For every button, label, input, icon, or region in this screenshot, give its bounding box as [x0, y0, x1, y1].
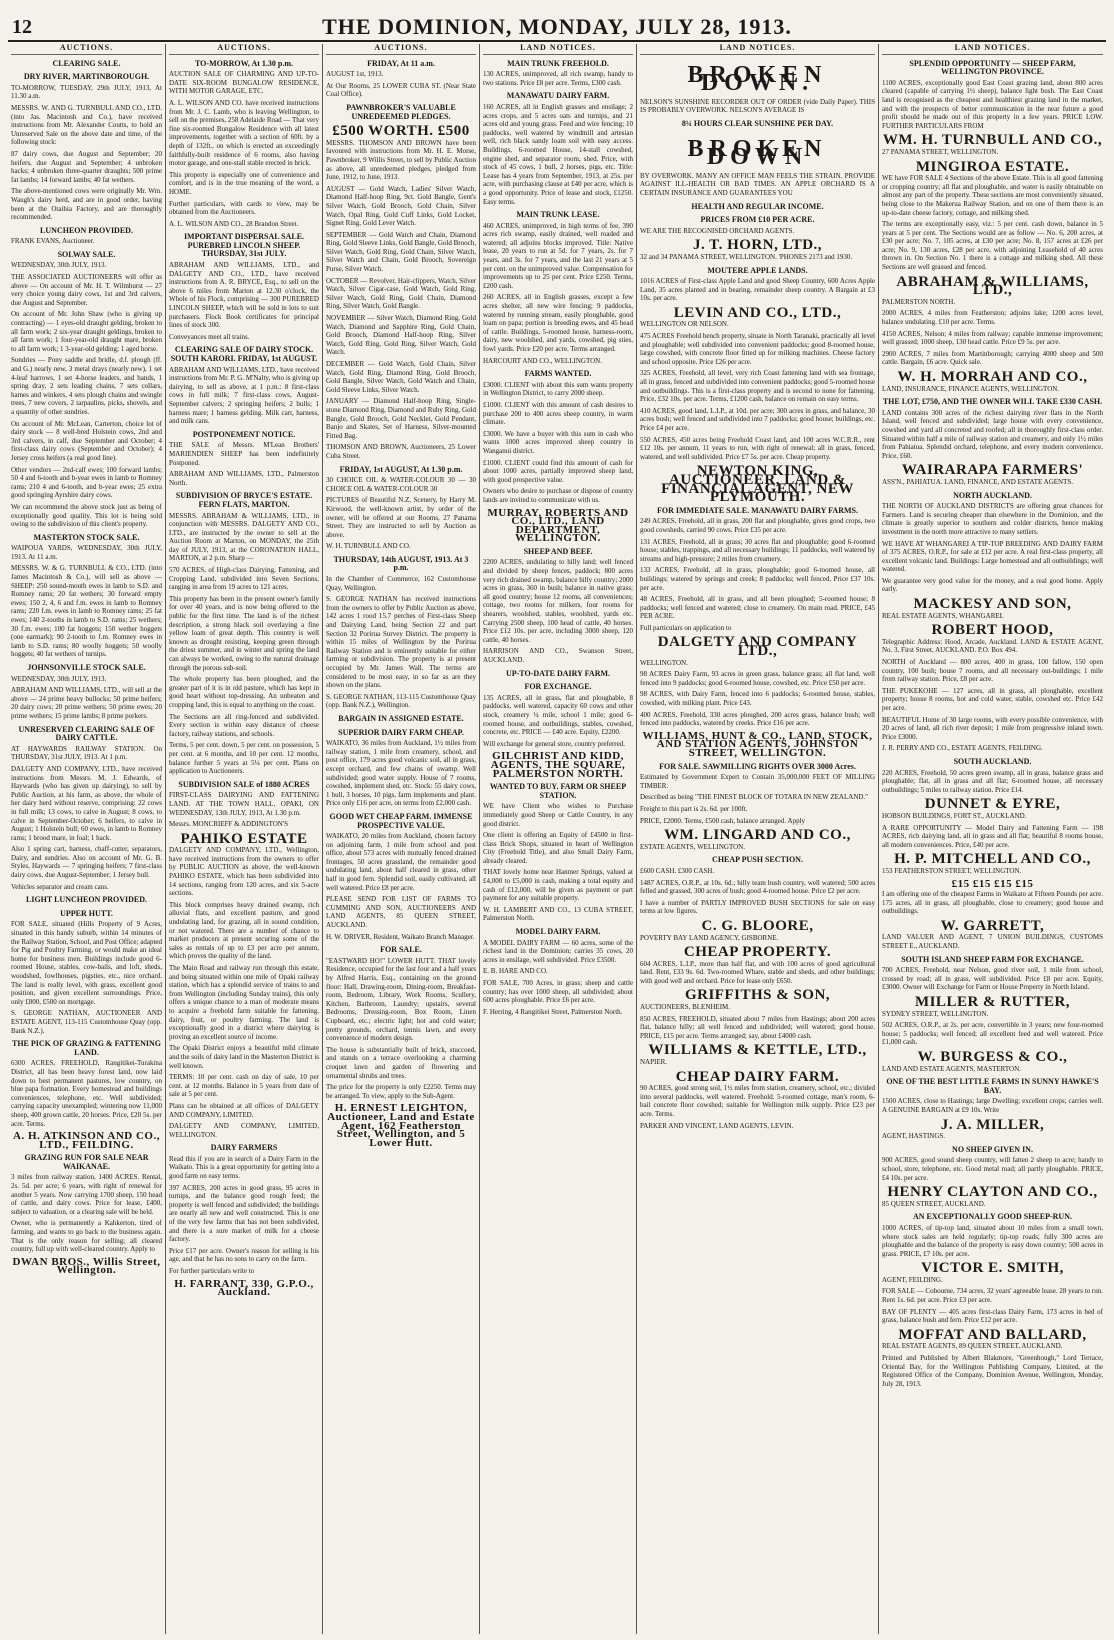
ad-text: 1100 ACRES, exceptionally good East Coast grazing land, about 800 acres cleared (capable of carrying 1½ sheep), balance light bush. The East Coast land is recognised as the cheapest and healthiest grazing land in the market, and with the prospects of better communication in the near future a good profit should be made out of this property in a few years. PRICE LOW. FURTHER PARTICULARS FROM	[882, 78, 1103, 130]
advertiser-name: CHEAP DAIRY FARM.	[675, 1068, 840, 1085]
ad-text: The above-mentioned cows were originally Mr. Wm. Waugh's dairy herd, and are in good order, having been at the Otaihia Factory, and are thoroughly recommended.	[11, 187, 162, 222]
ad-heading: BARGAIN IN ASSIGNED ESTATE.	[338, 713, 464, 723]
ad-heading: CLEARING SALE OF DAIRY STOCK. SOUTH KARORI. FRIDAY, 1st AUGUST.	[170, 345, 318, 363]
ad-text: 131 ACRES, Freehold, all in grass; 30 acres flat and ploughable; good 6-roomed house; stables, trappings, and all necessary buildings; 11 paddocks, well watered by streams and high-pressure; 2 miles from creamery.	[640, 537, 875, 563]
ad-text: PLEASE SEND FOR LIST OF FARMS TO CUMMING AND SON, AUCTIONEERS AND LAND AGENTS, 85 QUEEN STREET, AUCKLAND.	[326, 895, 476, 930]
ad-heading: JOHNSONVILLE STOCK SALE.	[27, 663, 146, 672]
ad-text: W. H. TURNBULL AND CO.	[326, 542, 411, 551]
ad-text: DECEMBER — Gold Watch, Gold Chain, Silver Watch, Gold Ring, Diamond Ring, Gold Brooch, Gold Bangle, Silver Watch, Gold Watch and Chain, Gold Sleeve Links, Silver Watch.	[326, 360, 476, 394]
advertiser-name: W. H. MORRAH AND CO.,	[897, 369, 1088, 385]
ad-text: 48 ACRES, Freehold, all in grass, and all been ploughed; 5-roomed house; 8 paddocks; well fenced and watered; close to creamery. On main road. PRICE, £45 PER ACRE.	[640, 595, 875, 621]
ad-text: Estimated by Government Expert to Contain 35,000,000 FEET OF MILLING TIMBER.	[640, 773, 875, 790]
ad-text: OCTOBER — Revolver, Hair-clippers, Watch, Silver Watch, Silver Cigar-case, Gold Watch, Gold Ring, Silver Watch, Gold Ring, Gold Chain, Diamond Ring, Silver Watch, Gold Bangle.	[326, 276, 477, 311]
ad-text: 98 ACRES Dairy Farm, 93 acres in green grass, balance grass; all flat land, well fenced into 9 paddocks; good 6-roomed house, cowshed, etc. Price £50 per acre.	[640, 670, 875, 687]
ad-text: MESSRS. W. & G. TURNBULL & CO., LTD. (into James Macintosh & Co.), will sell as above — SHEEP: 250 sound-mouth ewes in lamb to S.D. and Romney rams; 20 fat wethers; 30 forward empty ewes; 150 2, 4, 6 and f.m. ewes in lamb to Romney rams; 220 f.m. ewes in lamb to Romney rams; 25 fat ewes; 140 2-tooths in lamb to S.D. rams; 25 wethers; 30 f.m. ewes; 100 fat hoggets; 150 wether hoggets (one earmark); 90 2-tooth to f.m. Romney ewes in lamb to S.D. rams; 80 woolly hoggets; 50 woolly hoggets; 40 fat wethers of turnips.	[11, 564, 162, 659]
ad-heading: SOUTH ISLAND SHEEP FARM FOR EXCHANGE.	[901, 954, 1084, 964]
ad-text: Freight to this part is 2s. 6d. per 100ft.	[640, 804, 748, 813]
ad-text: THE PUKEKOHE — 127 acres, all in grass, all ploughable, excellent property; house 8 rooms, hot and cold water, stable, cowshed etc. Price £42 per acre.	[882, 686, 1103, 712]
advertiser-name: BROKEN DOWN.	[687, 61, 828, 97]
ad-text: HOBSON BUILDINGS, FORT ST., AUCKLAND.	[882, 811, 1027, 820]
advertiser-name: MINGIROA ESTATE.	[915, 158, 1070, 175]
ad-text: S. GEORGE NATHAN, 113-115 Customhouse Quay (opp. Bank N.Z.), Wellington.	[326, 692, 476, 710]
ad-text: A. L. WILSON AND CO., 28 Brandon Street.	[169, 219, 299, 228]
advertiser-name: C. G. BLOORE,	[701, 917, 814, 934]
ad-text: I have a number of PARTLY IMPROVED BUSH SECTIONS for sale on easy terms at low figures.	[640, 898, 875, 916]
ad-heading: GOOD WET CHEAP FARM. IMMENSE PROSPECTIVE VALUE.	[329, 811, 473, 830]
ad-text: On account of Mr. John Shaw (who is giving up contracting) — 1 eyes-old draught gelding, broken to all farm work; 2 six-year draught geldings, broken to all farm work; 1 four-year-old draught mare, broken to all farm work; 1 3-year-old gelding; 1 aged horse.	[11, 310, 162, 353]
ad-text: A. L. WILSON AND CO. have received instructions from Mr. J. C. Lamb, who is leaving Wellington, to sell on the premises, 258 Adelaide Road — That very fine six-roomed Bungalow Residence with all latest improvements, together with a section of 60ft. by a depth of 132ft., on which is erected an exceedingly faithfully-built residence of 6 rooms, also having motor garage, and one-stall stable erected in brick.	[169, 98, 319, 168]
ad-text: The whole property has been ploughed, and the greater part of it is in old pasture, which has kept in good heart without top-dressing. An unbeaten and cropping land, this is equal to anything on the coast.	[169, 675, 319, 709]
ad-text: BAY OF PLENTY — 405 acres first-class Dairy Farm, 173 acres in bed of grass, balance bush and fern. Price £12 per acre.	[882, 1307, 1103, 1325]
advertiser-name: H. FARRANT, 330, G.P.O., Auckland.	[174, 1277, 314, 1299]
ad-heading: PAWNBROKER'S VALUABLE UNREDEEMED PLEDGES.	[346, 102, 456, 121]
ad-text: £600 CASH. £300 CASH.	[640, 866, 715, 875]
advertiser-name: VICTOR E. SMITH,	[921, 1260, 1064, 1277]
ad-text: 2900 ACRES, 7 miles from Martinborough; carrying 4000 sheep and 500 cattle. Bargain, £6 acre. Quick sale.	[882, 349, 1103, 367]
ad-heading: THE LOT, £750, AND THE OWNER WILL TAKE £330 CASH.	[882, 397, 1103, 407]
ad-text: 604 ACRES, L.I.P., more than half flat, and with 100 acres of good agricultural land. Rent, £33 9s. 6d. Two-roomed Whare, stable and sheds, and other buildings; with good well and orchard. Price for lease only £650.	[640, 959, 875, 985]
ad-text: Telegraphic Address: Hood, Arcade, Auckland. LAND & ESTATE AGENT, No. 3, First Street, AUCKLAND. P.O. Box 494.	[882, 637, 1103, 655]
advertiser-name: MILLER & RUTTER,	[914, 994, 1071, 1011]
ad-heading: TO-MORROW, At 1.30 p.m.	[194, 58, 293, 68]
ad-text: 220 ACRES, Freehold, 50 acres green swamp, all in grass, balance grass and ploughable; flat, all in grass and all flat; 6-roomed house, all necessary outbuildings; 5 miles to railway station. Price £14.	[882, 768, 1103, 794]
ad-heading: CHEAP PUSH SECTION.	[712, 855, 803, 865]
advertiser-name: PAHIKO ESTATE	[180, 830, 308, 847]
ad-heading: POSTPONEMENT NOTICE.	[192, 429, 296, 439]
ad-text: FOR SALE, 700 Acres, in grass; sheep and cattle country; has over 1000 sheep, all subdivided; about 600 acres ploughable. Price £6 per acre.	[483, 979, 633, 1005]
ad-heading: FOR IMMEDIATE SALE. MANAWATU DAIRY FARMS.	[657, 505, 858, 515]
ad-text: 570 ACRES, of High-class Dairying, Fattening, and Cropping Land, subdivided into Seven Sections, ranging in area from 19 acres to 121 acres.	[169, 566, 319, 592]
ad-text: W. H. LAMBERT AND CO., 13 CUBA STREET, Palmerston North.	[483, 905, 633, 923]
ad-heading: FRIDAY, 1st AUGUST, At 1.30 p.m.	[339, 464, 463, 474]
ad-text: The house is substantially built of brick, stuccoed, and stands on a terrace overlooking a charming croquet lawn and garden of flowering and ornamental shrubs and trees.	[326, 1045, 476, 1080]
ad-text: BY OVERWORK. MANY AN OFFICE MAN FEELS THE STRAIN. PROVIDE AGAINST ILL-HEALTH OR BAD TIMES. AN APPLE ORCHARD IS A CERTAIN INSURANCE AND GUARANTEES YOU	[640, 171, 875, 197]
ad-text: A MODEL DAIRY FARM — 60 acres, some of the richest land in the Dominion; carries 35 cows, 20 acres in ensilage, well subdivided. Price £3500.	[483, 938, 633, 964]
ad-text: Will exchange for general store, country preferred.	[483, 739, 625, 748]
ad-text: Also 1 spring cart, harness, chaff-cutter, separators, Dairy, and sundries. Also on account of Mr. G. B. Styles, Haywards — 7 springing heifers; 7 first-class dairy cows, due August-September; 1 Jersey bull.	[11, 845, 162, 880]
ad-text: POVERTY BAY LAND AGENCY, GISBORNE.	[640, 933, 779, 942]
ad-text: 153 FEATHERSTON STREET, WELLINGTON.	[882, 866, 1022, 875]
ad-text: 98 ACRES, with Dairy Farm, fenced into 6 paddocks; 6-roomed house, stables, cowshed, with milking plant. Price £43.	[640, 690, 875, 708]
ad-text: REAL ESTATE AGENTS, 89 QUEEN STREET, AUCKLAND.	[882, 1342, 1063, 1351]
ad-text: 900 ACRES, good sound sheep country, will fatten 2 sheep to acre; handy to school, store, telephone, etc. Good metal road; all partly ploughable. PRICE, £4 10s. per acre.	[882, 1156, 1103, 1182]
ad-text: "EASTWARD HO!" LOWER HUTT. THAT lovely Residence, occupied for the last four and a half years by Alfred Harris, Esq., containing on the ground floor: Hall, Drawing-room, Dining-room, Breakfast-room, Bedroom, Library, Work Rooms, Scullery, Kitchen, Bathroom, Laundry; upstairs, several Bedrooms, Dressing-room, Box Room, Linen Cupboard, etc.; electric light; hot and cold water; pretty grounds, orchard, tennis lawn, and every convenience of modern design.	[326, 956, 476, 1043]
ad-text: Owners who desire to purchase or dispose of country lands are invited to communicate with us.	[483, 487, 633, 504]
ad-text: AGENT, HASTINGS.	[882, 1132, 946, 1141]
ad-heading: FRIDAY, At 11 a.m.	[367, 58, 435, 68]
column-3	[322, 44, 479, 1634]
ad-text: 249 ACRES, Freehold, all in grass, 200 flat and ploughable, gives good crops, two good cowsheds, carried 90 cows. Price £35 per acre.	[640, 517, 875, 534]
ad-heading: NORTH AUCKLAND.	[953, 490, 1032, 500]
ad-text: The price for the property is only £2250. Terms may be arranged. To view, apply to the Sub-Agent.	[326, 1083, 476, 1100]
ad-text: 400 ACRES, Freehold, 330 acres ploughed, 200 acres grass, balance bush; well fenced into paddocks, watered by creeks. Price £16 per acre.	[640, 710, 875, 728]
ad-text: THE SALE of Messrs. M'Lean Brothers' MARIENDIEN SHEEP has been indefinitely Postponed.	[169, 441, 319, 467]
ad-heading: UP-TO-DATE DAIRY FARM.	[505, 668, 611, 678]
advertiser-name: W. GARRETT,	[940, 917, 1045, 934]
ad-text: WAIPOUA YARDS, WEDNESDAY, 30th JULY, 1913. At 11 a.m.	[11, 544, 162, 561]
ad-text: 502 ACRES, O.R.P., at 2s. per acre, convertible in 3 years; new four-roomed house; 5 paddocks; well fenced; all excellent feed and well watered. Price £1,000 cash.	[882, 1021, 1103, 1047]
advertiser-name: GRIFFITHS & SON,	[684, 987, 831, 1004]
advertiser-name: WAIRARAPA FARMERS'	[901, 462, 1084, 479]
advertiser-name: MACKESY AND SON,	[913, 596, 1072, 613]
ad-text: 2000 ACRES, 4 miles from Featherston; adjoins lake; 1200 acres level, balance undulating. £10 per acre. Terms.	[882, 309, 1103, 327]
advertiser-name: LEVIN AND CO., LTD.,	[673, 304, 842, 321]
ad-heading: MASTERTON STOCK SALE.	[33, 532, 140, 542]
ad-text: LAND AND ESTATE AGENTS, MASTERTON.	[882, 1064, 1021, 1073]
ad-heading: FOR SALE. SAWMILLING RIGHTS OVER 3000 Acres.	[659, 761, 856, 771]
advertiser-name: H. P. MITCHELL AND CO.,	[894, 851, 1091, 868]
ad-text: JANUARY — Diamond Half-hoop Ring, Single-stone Diamond Ring, Diamond and Ruby Ring, Gold Bangle, Gold Brooch, Gold Necklet, Gold Pendant, Banjo and Skates, Set of Harness, Silver-mounted Fitted Bag.	[326, 397, 476, 440]
ad-text: Price £17 per acre. Owner's reason for selling is his age, and that he has no sons to carry on the farm.	[169, 1246, 319, 1264]
ad-text: S. GEORGE NATHAN has received instructions from the owners to offer by Public Auction as above, 142 acres 1 rood 15.7 perches of First-class Sheep and Dairying Land, being Section 22 and part Section 32 Porirua Survey District. The property is within 15 miles of Wellington by the Porirua Railway Station and is eminently suitable for either farming or subdivision. The property is at present occupied by Mr. James Wall. The terms are considered to be most easy, in so far as are they shown on the plans.	[326, 595, 476, 690]
ad-text: NAPIER.	[640, 1058, 668, 1067]
ad-text: TO-MORROW, TUESDAY, 29th JULY, 1913, At 11.30 a.m.	[11, 83, 162, 101]
ad-heading: HEALTH AND REGULAR INCOME.	[691, 201, 824, 211]
ad-text: 1500 ACRES, close to Hastings; large Dwelling; excellent crops; carries well. A GENUINE BARGAIN at £9 10s. Write	[882, 1097, 1103, 1114]
ad-text: I am offering one of the cheapest Farms in Waikato at Fifteen Pounds per acre. 175 acres, all in grass, all ploughable, close to creamery; good house and outbuildings.	[882, 890, 1103, 916]
ad-text: 130 ACRES, unimproved, all rich swamp, handy to two stations. Price £8 per acre. Terms, £300 cash.	[483, 70, 633, 87]
ad-text: ESTATE AGENTS, WELLINGTON.	[640, 842, 745, 851]
advertiser-name: J. T. HORN, LTD.,	[692, 237, 823, 254]
ad-heading: ONE OF THE BEST LITTLE FARMS IN SUNNY HAWKE'S BAY.	[886, 1077, 1099, 1095]
ad-text: HARRISON AND CO., Swanson Street, AUCKLAND.	[483, 647, 633, 664]
ad-text: PRICE, £2000. Terms, £500 cash, balance arranged. Apply	[640, 816, 806, 825]
ad-text: SYDNEY STREET, WELLINGTON.	[882, 1009, 989, 1018]
column-5	[636, 44, 878, 1634]
ad-heading: LUNCHEON PROVIDED.	[40, 225, 133, 235]
advertiser-name: BROKEN DOWN	[687, 135, 828, 171]
ad-text: WE have FOR SALE 4 Sections of the above Estate. This is all good fattening or cropping country; all flat and ploughable, and water is easily obtainable on almost any part of the property. These sections are most conveniently situated, being close to the Makerua Railway Station, and on one of them there is an up-to-date cheese factory, cottage, and milking shed.	[882, 174, 1103, 217]
ad-text: This property is especially one of convenience and comfort, and is in the true meaning of the word, a HOME.	[169, 170, 319, 196]
ad-heading: SPLENDID OPPORTUNITY — SHEEP FARM, WELLINGTON PROVINCE.	[909, 58, 1076, 77]
ad-text: £1000. CLIENT with this amount of cash desires to purchase 200 to 400 acres sheep country, in warm climate.	[483, 400, 633, 427]
advertiser-name: HENRY CLAYTON AND CO.,	[887, 1184, 1098, 1201]
ad-text: We can recommend the above stock just as being of exceptionally good quality. This lot is being sold owing to the subdivision of this client's property.	[11, 502, 162, 529]
ad-text: ABRAHAM AND WILLIAMS, LTD., will sell at the above — 24 prime heavy bullocks; 50 prime heifers; 20 dairy cows; 20 prime wethers; 50 prime ewes; 20 prime wethers; 15 prime lambs; 8 prime porkers.	[11, 686, 162, 720]
ad-text: Full particulars on application to	[640, 623, 732, 632]
ad-text: J. R. PERRY AND CO., ESTATE AGENTS, FEILDING.	[882, 744, 1043, 753]
page-number: 12	[12, 16, 32, 38]
ad-text: Terms, 5 per cent. down, 5 per cent. on possession, 5 per cent. at 6 months, and 10 per cent. 12 months, balance further 5 years at 5¼ per cent. Plans on application to Auctioneers.	[169, 741, 319, 776]
ad-text: At Our Rooms, 25 LOWER CUBA ST. (Near State Coal Office).	[326, 81, 476, 99]
ad-heading: NO SHEEP GIVEN IN.	[952, 1144, 1033, 1154]
ad-text: NELSON'S SUNSHINE RECORDER OUT OF ORDER (vide Daily Paper). THIS IS PROBABLY OVERWORK. NELSON'S AVERAGE IS	[640, 97, 875, 115]
ad-heading: SOUTH AUCKLAND.	[953, 756, 1032, 766]
ad-text: PICTURES of Beautiful N.Z. Scenery, by Harry M. Kirwood, the well-known artist, by order of the owner, will be offered at our Rooms, 27 Panama Street. They are instructed to sell by Auction as above.	[326, 496, 476, 539]
ad-text: THOMSON AND BROWN, Auctioneers, 25 Lower Cuba Street.	[326, 443, 476, 460]
ad-text: TERMS: 10 per cent. cash on day of sale, 10 per cent. at 12 months. Balance in 5 years from date of sale at 5 per cent.	[169, 1073, 319, 1099]
ad-text: MESSRS. ABRAHAM & WILLIAMS, LTD., in conjunction with MESSRS. DALGETY AND CO., LTD., are instructed by the owner to sell at the Auction Room at Marton, on MONDAY, the 25th day of JULY, 1913, at the CORONATION HALL, MARTON, at 2 p.m. Sharp —	[169, 511, 319, 563]
advertiser-name: WILLIAMS, HUNT & CO., LAND, STOCK, AND STATION AGENTS, JOHNSTON STREET, WELLINGTON.	[642, 729, 873, 759]
ad-heading: FOR EXCHANGE.	[524, 682, 592, 692]
ad-text: 3 miles from railway station, 1400 ACRES. Rental, 2s. 5d. per acre; 6 years, with right of renewal for another 5 years. Now carrying 1700 sheep, 150 head of cattle, and dairy cows. Price for lease, £400, subject to valuation, or a clearing sale will be held.	[11, 1173, 162, 1216]
ad-text: LAND contains 300 acres of the richest dairying river flats in the North Island, well fenced and subdivided; large house with every convenience, cowshed and yard all concreted and roofed; all in thoroughly first-class order. Situated within half a mile of railway station and creamery, and only 1½ miles from Pahiatua. Splendid orchard, telephone, and every modern convenience. Price, £60.	[882, 408, 1103, 460]
ad-heading: CLEARING SALE.	[52, 58, 121, 68]
ad-text: NORTH of Auckland — 800 acres, 400 in grass, 100 fallow, 150 open country, 100 bush; house 7 rooms, and all necessary out-buildings; 1 mile from railway station. Price, £8 per acre.	[882, 658, 1103, 684]
ad-text: MESSRS. W. AND G. TURNBULL AND CO., LTD. (into Jas. Macintosh and Co.), have received instructions from Mr. Alexander Coutts, to hold an Unreserved Sale on the above date and time, of the following stock:	[11, 103, 162, 147]
ad-text: 85 QUEEN STREET, AUCKLAND.	[882, 1199, 986, 1208]
ad-text: E. B. HARE AND CO.	[483, 967, 548, 976]
column-1	[8, 44, 165, 1634]
ad-text: Printed and Published by Albert Blakmore, "Greenhough," Lord Terrace, Oriental Bay, for the Wellington Publishing Company, Limited, at the Registered Office of the Company, Dominion Avenue, Wellington, Monday, July 28, 1913.	[882, 1354, 1103, 1388]
ad-text: WAIKATO, 36 miles from Auckland, 1½ miles from railway station, 1 mile from creamery, school, and post office, 179 acres good volcanic soil, all in grass, except orchard, and few chains of swamp. Well subdivided; good water supply. House of 7 rooms, cowshed, implement shed, etc. Stock: 55 dairy cows, 1 bull, 3 horses, 10 pigs, farm implements and plant. Price only £16 per acre, on terms from £2,000 cash.	[326, 739, 476, 808]
newspaper-title: THE DOMINION, MONDAY, JULY 28, 1913.	[322, 14, 792, 39]
ad-text: AUCTIONEERS, BLENHEIM.	[640, 1003, 731, 1012]
ad-text: Further particulars, with cards to view, may be obtained from the Auctioneers.	[169, 199, 319, 217]
ad-text: 135 ACRES, all in grass, flat and ploughable, 8 paddocks, well watered, capacity 60 cows and other stock, creamery ¼ mile, school 1 mile; good 6-roomed house, and outbuildings, stables, cowshed, concrete, etc. PRICE — £40 acre. Equity, £2200.	[483, 693, 633, 737]
ad-text: BEAUTIFUL Home of 30 large rooms, with every possible convenience, with 20 acres of land, all rich river deposit; 1 mile from progressive inland town. Price £3000.	[882, 715, 1103, 741]
ad-text: FRANK EVANS, Auctioneer.	[11, 237, 95, 246]
ad-text: AT HAYWARDS RAILWAY STATION. On THURSDAY, 31st JULY, 1913. At 1 p.m.	[11, 744, 162, 762]
advertiser-name: W. BURGESS & CO.,	[917, 1049, 1068, 1065]
ad-heading: UPPER HUTT.	[60, 908, 113, 918]
ad-text: 550 ACRES, 450 acres being Freehold Coast land, and 100 acres W.C.R.R., rent £12 10s. per annum, 11 years to run, with right of renewal; all in grass, fenced, watered, and well subdivided. Price £7 5s. per acre. Cheap property.	[640, 435, 875, 461]
ad-text: £3000. We have a buyer with this sum in cash who wants 1000 acres improved sheep country in Wanganui district.	[483, 429, 633, 455]
ad-text: 6300 ACRES, FREEHOLD, Rangitikei-Turakina District, all has been heavy forest land, now laid down to best permanent pastures, low country, on blue papa formation. Every homestead and buildings conveniences, telephone, etc. Well subdivided; carrying capacity unexampled; wintering now 11,000 sheep, 400 grown cattle, 20 horses. Price, £20 5s. per acre. Terms.	[11, 1059, 162, 1128]
ad-heading: GRAZING RUN FOR SALE NEAR WAIKANAE.	[24, 1153, 149, 1171]
ad-text: F. Herring, 4 Rangitikei Street, Palmerston North.	[483, 1007, 623, 1016]
ad-text: 410 ACRES, good land, L.I.P., at 10d. per acre; 300 acres in grass, and balance, 30 acres bush; well fenced and subdivided into 7 paddocks; good house; buildings, etc. Price £4 per acre.	[640, 406, 875, 432]
ad-text: 2200 ACRES, undulating to hilly land; well fenced and divided by sheep fences, paddock; 800 acres very rich drained swamp, balance hilly country; 2000 acres in grass, 360 in bush; balance in native grass; all good country; house 12 rooms, all conveniences; cottage, two rooms for milkers, four rooms for shearers, woolshed, stables, woolshed, yards etc. Carrying 2500 sheep, 100 head of cattle, 40 horses. Price £12 10s. per acre, including 3000 sheep, 120 cattle, 40 horses.	[483, 558, 633, 644]
section-heading: AUCTIONS.	[326, 44, 476, 55]
ad-heading: MOUTERE APPLE LANDS.	[707, 265, 808, 275]
ad-text: 1000 ACRES, of tip-top land, situated about 10 miles from a small town, where stock sales are held regularly; tip-top roads; fully 300 acres are ploughable and the balance of the property is easy down country; 500 acres in grass. PRICE, £7 10s. per acre.	[882, 1223, 1103, 1258]
section-heading: LAND NOTICES.	[882, 44, 1103, 55]
advertiser-name: WM. LINGARD AND CO.,	[664, 827, 851, 844]
ad-heading: FOR SALE.	[380, 945, 422, 955]
ad-text: THE NORTH OF AUCKLAND DISTRICTS are offering great chances for Farmers. Land is securing cheaper than elsewhere in the Dominion, and the climate is greatly superior to southern and colder districts, hence making investment in the north more attractive to many settlers.	[882, 502, 1103, 536]
ad-text: Described as being "THE FINEST BLOCK OF TOTARA IN NEW ZEALAND."	[640, 793, 869, 802]
ad-text: H. W. DRIVER, Resident, Waikato Branch Manager.	[326, 932, 475, 941]
ad-text: WAIKATO, 20 miles from Auckland, chosen factory on adjoining farm, 1 mile from school and post office, about 573 acres with mutually fenced drained frontages, 50 acres grassland, the remainder good undulating land, about half cleared in grass, other half in good fern. Splendid soil, easily cultivated, all well watered. Price £8 per acre.	[326, 832, 476, 892]
ad-text: In the Chamber of Commerce, 162 Customhouse Quay, Wellington.	[326, 575, 476, 592]
ad-text: WEDNESDAY, 30th JULY, 1913.	[11, 674, 107, 683]
ad-text: HARCOURT AND CO., WELLINGTON.	[483, 356, 602, 365]
ad-heading: THE PICK OF GRAZING & FATTENING LAND.	[12, 1039, 161, 1057]
advertiser-name: WM. H. TURNBULL AND CO.,	[882, 132, 1103, 149]
advertiser-name: ABRAHAM & WILLIAMS, LTD.,	[896, 273, 1089, 299]
ad-text: LAND VALUER AND AGENT, 7 UNION BUILDINGS, CUSTOMS STREET E., AUCKLAND.	[882, 933, 1103, 951]
ad-text: DALGETY AND COMPANY, LTD., have received instructions from Messrs. M. J. Edwards, of Haywards (who has given up dairying), to sell by Public Auction, at his farm, as above, the whole of her dairy herd without reserve, comprising: 22 cows in full milk; 13 cows, to calve in August; 8 cows, to calve in September-October; 6 heifers, to calve in August; 1 Holstein bull; 60 ewes, in lamb to Romney rams; 1 brood mare, in foal; 1 hack.	[11, 764, 162, 842]
ad-text: 90 ACRES, good strong soil, 1½ miles from station, creamery, school, etc.; divided into several paddocks, well watered. Freehold. 5-roomed cottage, man's room, 6-bail concrete floor cowshed; suitable for Wellington milk supply. Price £23 per acre. Terms.	[640, 1084, 875, 1118]
ad-text: Owner, who is permanently a Kahkerton, tired of farming, and wants to go back to the business again. That is the only reason for selling; all cleared country, full up with well-cleared country. Apply to	[11, 1219, 162, 1254]
ad-text: Other vendors — 2nd-calf ewes; 100 forward lambs; 50 4 and 6-tooth and b-year ewes in lamb to Romney rams; 210 4 and 6-tooth, and b-year ewes; 25 extra good springing Ayrshire dairy cows.	[11, 465, 162, 500]
ad-text: 32 and 34 PANAMA STREET, WELLINGTON. 'PHONES 2173 and 1930.	[640, 252, 853, 261]
ad-text: PARKER AND VINCENT, LAND AGENTS, LEVIN.	[640, 1121, 794, 1130]
ad-text: NOVEMBER — Silver Watch, Diamond Ring, Gold Watch, Diamond and Sapphire Ring, Gold Chain, Gold Brooch, Diamond Half-hoop Ring, Silver Watch, Gold Ring, Gold Ring, Silver Watch, Gold Watch.	[326, 314, 476, 357]
ad-text: 4150 ACRES, Nelson; 4 miles from railway; capable immense improvement; well grassed; 1000 sheep, 130 head cattle. Price £9 5s. per acre.	[882, 329, 1103, 347]
ad-text: 397 ACRES, 200 acres in good grass, 95 acres in turnips, and the balance good rough feed; the property is well fenced and subdivided; the buildings are nearly all new and well constructed. This is one of the very few farms that has not been subdivided, and there is a sure market of milk for a cheese factory.	[169, 1183, 319, 1244]
column-2	[165, 44, 322, 1634]
ad-heading: DAIRY FARMERS	[210, 1143, 278, 1153]
advertiser-name: MOFFAT AND BALLARD,	[898, 1326, 1087, 1343]
ad-text: ABRAHAM AND WILLIAMS, LTD., and DALGETY AND CO., LTD., have received instructions from A. R. BRYCE, Esq., to sell on the above 6 miles from Marton at 12.30 o'clock, the Whole of his Flock, comprising — 300 PUREBRED LINCOLN SHEEP, which will be sold in lots to suit purchasers. Flock Book certificates for principal lines of stock 300.	[169, 261, 319, 330]
ad-text: 27 PANAMA STREET, WELLINGTON.	[882, 147, 999, 156]
ad-text: THE ASSOCIATED AUCTIONEERS will offer as above — On account of Mr. H. T. Wilmhurst — 27 very choice young dairy cows, 1st and 3rd calvers, due August and September.	[11, 273, 162, 307]
ad-text: Sundries — Pony saddle and bridle, d.f. plough (ff. and G.) nearly new, 3 metal drays (nearly new), 1 set 4-leaf harrows, 1 set 4-horse leaders, and bands, 1 spring dray, 2 sets leading chains, 7 sets collars, hames and winkers, 4 sets plough chains and swingle trees, 7 new covers, 2 tarpaulins, picks, shovels, and a quantity of other sundries.	[11, 356, 162, 416]
ad-text: FOR SALE — Cobourne, 734 acres, 32 years' agreeable lease. 28 years to run. Rent 1s. 6d. per acre. Price £3 per acre.	[882, 1287, 1103, 1305]
ad-text: 30 CHOICE OIL & WATER-COLOUR 30 — 30 CHOICE OIL & WATER-COLOUR 30	[326, 476, 476, 493]
ad-text: 1487 ACRES, O.R.P., at 10s. 6d.; hilly team bush country, well watered; 500 acres felled and grassed, 300 acres of bush; good 4-roomed house. Price £2 per acre.	[640, 878, 875, 896]
ad-text: 460 ACRES, unimproved, in high terms of fee, 390 acres rich swamp, easily drained, well roaded and watered; all adjoins blocks improved. Title: Native lease, 20 years to run at 5d. for 7 years, 2s. for 7 years, and 3s. for 7 years, and the last 21 years at 5 per cent. on the unimproved value. Compensation for improvements up to 25 per cent. Price £250. Terms, £200 cash.	[483, 221, 633, 290]
column-4	[479, 44, 636, 1634]
advertiser-name: H. ERNEST LEIGHTON, Auctioneer, Land and Estate Agent, 162 Featherston Street, Wellington, and 5 Lower Hutt.	[327, 1102, 475, 1149]
advertiser-name: ROBERT HOOD,	[931, 622, 1054, 639]
ad-text: REAL ESTATE AGENTS, WHANGAREI.	[882, 611, 1004, 620]
advertiser-name: GILCHRIST AND KIDD, AGENTS, THE SQUARE, PALMERSTON NORTH.	[490, 750, 626, 780]
ad-text: On account of Mr. McLean, Carterton, choice lot of dairy stock — 8 well-bred Holstein cows, 2nd and 3rd calvers, in calf, due September and October; 4 first-class dairy cows (September and October); 4 Jersey cross heifers (a real good line).	[11, 419, 162, 462]
ad-heading: WANTED TO BUY. FARM OR SHEEP STATION.	[489, 782, 627, 800]
advertiser-name: NEWTON KING, AUCTIONEER, LAND & FINANCIAL AGENT, NEW PLYMOUTH.	[661, 463, 854, 506]
ad-text: 700 ACRES, Freehold, near Nelson, good river soil, 1 mile from school, crossed by road; all in grass, well subdivided. Price £8 per acre. Equity, £3000. Owner will Exchange for Farm or House Property in North Island.	[882, 966, 1103, 992]
ad-text: The terms are exceptionally easy, viz.: 5 per cent. cash down, balance in 5 years at 5 per cent. The Sections would are as follow — No. 6, 200 acres, at £30 per acre; No. 7, 105 acres, at £30 per acre; No. 8, 157 acres at £26 per acre; No. 9, 130 acres, £28 per acre, with adjoining Leasehold of 40 acres thrown in. On Section No. 1 there is a cottage and milking shed. All these Sections are well grassed and fenced.	[882, 220, 1103, 272]
ad-text: 160 ACRES, all in English grasses and ensilage; 2 acres crops, and 5 acres oats and turnips, and 21 acres old and young grass. Feed and wire fencing; 10 paddocks, well watered by windmill and artesian well, rich black sandy loam soil with easy access. Buildings, 6-roomed House, 14-stall cowshed, engine shed, and separator room, shed. Price, with stock of 45 cows, 1 bull, 2 horses, pigs, etc. Title: Lease has 4 years from September, 1913, at 25s. per acre, with purchasing clause at £40 per acre, which is a good opportunity. Price of lease and stock, £1250. Easy terms.	[483, 102, 633, 206]
ad-text: 1016 ACRES of First-class Apple Land and good Sheep Country, 600 Acres Apple Land, 35 acres planted and in bearing, remainder sheep country. A Bargain at £3 10s. per acre.	[640, 277, 875, 303]
ad-text: S. GEORGE NATHAN, AUCTIONEER AND ESTATE AGENT, 113-115 Customhouse Quay (opp. Bank N.Z.).	[11, 1009, 162, 1035]
advertiser-name: WILLIAMS & KETTLE, LTD.,	[648, 1042, 867, 1059]
ad-text: THAT lovely home near Hanmer Springs, valued at £4,000 to £5,000 in cash, making a total equity and cash of £12,000, will be given as payment or part payment for any suitable property.	[483, 868, 633, 903]
ad-text: WEDNESDAY, 30th JULY, 1913.	[11, 261, 107, 270]
ad-heading: MAIN TRUNK FREEHOLD.	[507, 58, 609, 68]
ad-text: ASS'N., PAHIATUA. LAND, FINANCE, AND ESTATE AGENTS.	[882, 477, 1074, 486]
ad-text: We guarantee very good value for the money, and a real good home. Apply early.	[882, 576, 1103, 594]
ad-text: AGENT, FEILDING.	[882, 1275, 943, 1284]
ad-text: A RARE OPPORTUNITY — Model Dairy and Fattening Farm — 198 ACRES, rich dairying land, all in grass and all flat; beautiful 8 rooms house, all modern conveniences. Price, £40 per acre.	[882, 823, 1103, 849]
ad-text: Messrs. MONCRIEFF & ADDINGTON'S	[169, 820, 288, 829]
section-heading: AUCTIONS.	[169, 44, 319, 55]
ad-text: WE ARE THE RECOGNISED ORCHARD AGENTS.	[640, 226, 795, 235]
ad-text: DALGETY AND COMPANY, LTD., Wellington, have received instructions from the owners to offer by PUBLIC AUCTION as above, the well-known PAHIKO ESTATE, which has been subdivided into 14 sections, ranging from 120 acres, and six 5-acre sections.	[169, 846, 319, 898]
ad-text: Plans can be obtained at all offices of DALGETY AND COMPANY, LIMITED.	[169, 1101, 319, 1119]
ad-text: £1000. CLIENT could find this amount of cash for about 1000 acres, partially improved sheep land, with good prospective value.	[483, 458, 633, 484]
ad-text: AUCTION SALE OF CHARMING AND UP-TO-DATE SIX-ROOM BUNGALOW RESIDENCE, WITH MOTOR GARAGE, ETC.	[169, 70, 319, 96]
advertiser-name: £500 WORTH. £500	[332, 123, 470, 140]
ad-heading: FARMS WANTED.	[524, 369, 592, 379]
advertiser-name: DUNNET & EYRE,	[924, 796, 1061, 813]
ad-text: PALMERSTON NORTH.	[882, 297, 956, 306]
ad-text: FIRST-CLASS DAIRYING AND FATTENING LAND. AT THE TOWN HALL, OPAKI, ON WEDNESDAY, 13th JULY, 1913, At 1.30 p.m.	[169, 791, 319, 817]
ad-text: WE have Client who wishes to Purchase immediately good Sheep or Cattle Country, in any good district.	[483, 802, 633, 828]
ad-text: WELLINGTON OR NELSON.	[640, 320, 729, 329]
ad-heading: AN EXCEPTIONALLY GOOD SHEEP-RUN.	[913, 1212, 1072, 1222]
advertiser-name: MURRAY, ROBERTS AND CO., LTD., LAND DEPARTMENT, WELLINGTON.	[487, 506, 629, 545]
ad-text: MESSRS. THOMSON AND BROWN have been favoured with instructions from Mr. H. E. Morse, Pawnbroker, 9 Willis Street, to sell by Public Auction as above, all unredeemed pledges, pledged from June, 1912, to June, 1913.	[326, 138, 476, 182]
ad-text: Read this if you are in search of a Dairy Farm in the Waikato. This is a great opportunity for getting into a good farm on easy terms.	[169, 1154, 319, 1181]
advertiser-name: DWAN BROS., Willis Street, Wellington.	[12, 1255, 161, 1277]
ad-text: SEPTEMBER — Gold Watch and Chain, Diamond Ring, Gold Sleeve Links, Gold Bangle, Gold Brooch, Silver Watch, Gold Ring, Gold Chain, Silver Watch, Silver Watch and Chain, Gold Brooch, Sovereign Purse, Silver Watch.	[326, 230, 476, 274]
ad-text: The Opaki District enjoys a beautiful mild climate and the soils of dairy land in the Masterton District is well known.	[169, 1044, 319, 1070]
ad-text: 87 dairy cows, due August and September; 20 heifers, due August and September; 4 unbroken hacks; 4 unbroken three-quarter draughts; 500 prime fat lambs; 14 forward lambs; 40 fat wethers.	[11, 149, 162, 184]
ad-text: 133 ACRES, Freehold, all in grass, ploughable; good 6-roomed house, all buildings; watered by springs and creek; 8 paddocks; well fenced. Price £37 10s. per acre.	[640, 566, 875, 592]
ad-text: ABRAHAM AND WILLIAMS, LTD., Palmerston North.	[169, 470, 319, 487]
ad-heading: THURSDAY, 14th AUGUST, 1913. At 3 p.m.	[333, 554, 469, 573]
ad-text: AUGUST 1st, 1913.	[326, 70, 384, 79]
ad-text: AUGUST — Gold Watch, Ladies' Silver Watch, Diamond Half-hoop Ring, 9ct. Gold Bangle, Gent's Silver Watch, Gold Brooch, Gold Chain, Silver Watch, Opal Ring, Gold Cuff Links, Gold Locket, Signet Ring, Gold Lever Watch.	[326, 184, 476, 228]
advertiser-name: £15 £15 £15 £15	[951, 877, 1034, 890]
advertiser-name: A. H. ATKINSON AND CO., LTD., FEILDING.	[13, 1130, 160, 1151]
ad-text: Vehicles separator and cream cans.	[11, 882, 109, 891]
ad-text: The Sections are all ring-fenced and subdivided. Every section is within easy distance of cheese factory, railway stations, and schools.	[169, 712, 319, 738]
ad-heading: SHEEP AND BEEF.	[523, 546, 593, 556]
section-heading: LAND NOTICES.	[483, 44, 633, 55]
ad-heading: PRICES FROM £10 PER ACRE.	[700, 215, 815, 225]
ad-text: One client is offering an Equity of £4500 in first-class Brick Shops, situated in heart of Wellington City (Freehold Title), and also Small Dairy Farm, already cleared.	[483, 831, 633, 865]
advertiser-name: DALGETY AND COMPANY LTD.,	[657, 634, 858, 660]
advertiser-name: CHEAP PROPERTY.	[683, 944, 832, 961]
ad-text: The Main Road and railway run through this estate, and being situated within one mile of Opaki railway station, which has a splendid service of trains to and from Wellington (including Sunday trains), this only offers a unique chance to a man of moderate means to acquire a freehold farm suitable for fattening, dairy, fruit, or poultry farming. The land is exceptionally good in a district where dairying is proving an excellent source of income.	[169, 964, 319, 1041]
column-6	[878, 44, 1106, 1634]
ad-text: Conveyances meet all trains.	[169, 332, 250, 341]
ad-text: FOR SALE, situated (Hills Property of 9 Acres, situated in this handy suburb, within 14 minutes of the Railway Station, School, and Post Office; adapted for Pig and Poultry Farming, or would make an ideal home for business men. Buildings include good 6-roomed House, stables, cow-bails, and loft, sheds, woodshed, fowlhouses, pigsties, etc., nice orchard. The land is really level, with grass, excellent good position, and given excellent surroundings. Price, only £800, £500 on mortgage.	[11, 920, 162, 1006]
ad-text: ABRAHAM AND WILLIAMS, LTD., have received instructions from Mr. P. G. M'Nalty, who is giving up dairying, to sell as above, at 1 p.m.: 8 first-class cows in full milk; 7 first-class cows, August-September calvers; 2 springing heifers; 2 bulls; 1 harness mare; 1 harness gelding. Milk cart, harness, and milk cans.	[169, 365, 319, 426]
ad-heading: 8¼ HOURS CLEAR SUNSHINE PER DAY.	[681, 118, 834, 128]
ad-heading: SOLWAY SALE.	[57, 249, 116, 259]
ad-text: WELLINGTON.	[640, 658, 688, 667]
ad-text: WE HAVE AT WHANGAREI A TIP-TOP BREEDING AND DAIRY FARM of 375 ACRES, O.R.P., for sale at £12 per acre. A real first-class property, all excellent volcanic land. Buildings: Large homestead and all outbuildings; well watered.	[882, 539, 1103, 574]
ad-text: For further particulars write to	[169, 1267, 255, 1275]
ad-text: 475 ACRES Freehold bench property, situate in North Taranaki, practically all level and ploughable; well subdivided into convenient paddocks; good 8-roomed house, large cowshed, with concrete floor fitted up for milking machines. Cheese factory and school opposite. Price £26 per acre.	[640, 332, 875, 366]
ad-text: 260 ACRES, all in English grasses, except a few acres shelter, all new wire fencing; 9 paddocks, watered by running stream, easily ploughable, good loam on papa; portion is breeding ewes, and 45 head of cattle. Buildings, 5-roomed house, harness-room, dairy, new woolshed, and yards, cowshed, pig sties, fowl yards. Price £20 per acre. Terms arranged.	[483, 293, 633, 353]
advertiser-name: J. A. MILLER,	[940, 1116, 1045, 1133]
ad-heading: MAIN TRUNK LEASE.	[516, 210, 600, 220]
ad-heading: SUPERIOR DAIRY FARM CHEAP.	[338, 727, 464, 737]
ad-text: £3000. CLIENT with about this sum wants property in Wellington District, to carry 2000 sheep.	[483, 380, 633, 398]
ad-heading: SUBDIVISION SALE of 1880 ACRES	[178, 779, 310, 789]
ad-text: This block comprises heavy drained swamp, rich alluvial flats, and excellent pasture, and good undulating land, for grazing, all in sound condition, or not watered. There are a number of chance to market producers at present securing some of the sales as rentals of up to £3 per acre per annum, which proves the quality of the land.	[169, 900, 319, 961]
ad-heading: LIGHT LUNCHEON PROVIDED.	[26, 895, 147, 905]
ad-heading: DRY RIVER, MARTINBOROUGH.	[23, 72, 150, 82]
ad-text: 850 ACRES, FREEHOLD, situated about 7 miles from Hastings; about 200 acres flat, balance hilly; all well fenced and subdivided; well watered; good house. PRICE, £15 per acre. Terms arranged; say, about £4000 cash.	[640, 1014, 875, 1040]
ad-text: DALGETY AND COMPANY, LIMITED, WELLINGTON.	[169, 1122, 319, 1139]
ad-heading: SUBDIVISION OF BRYCE'S ESTATE. FERN FLATS, MARTON.	[175, 491, 313, 509]
section-heading: LAND NOTICES.	[640, 44, 875, 55]
ad-heading: MODEL DAIRY FARM.	[515, 927, 601, 937]
ad-heading: UNRESERVED CLEARING SALE OF DAIRY CATTLE.	[18, 724, 155, 743]
masthead	[8, 0, 1106, 42]
ad-text: 325 ACRES, Freehold, all level, very rich Coast fattening land with sea frontage, all in grass, fenced and subdivided into convenient paddocks; good 5-roomed house and outbuildings. This is a first-class property and is second to none for fattening. Price, £32 10s. per acre. Terms, £1200 cash, balance on remain on easy terms.	[640, 369, 875, 404]
ad-heading: MANAWATU DAIRY FARM.	[506, 91, 610, 101]
ad-text: LAND, INSURANCE, FINANCE AGENTS, WELLINGTON.	[882, 384, 1060, 393]
ad-text: This property has been in the present owner's family for over 40 years, and is now being offered to the public for the first time. The land is of the richest description, a strong black soil overlaying a fine yellow loam of great depth. This country is well known as drought resisting, keeping green through the driest summer, and in winter and spring the land can always be worked, owing to the natural drainage through the porous sub-soil.	[169, 594, 319, 672]
ad-heading: IMPORTANT DISPERSAL SALE. PUREBRED LINCOLN SHEEP. THURSDAY, 31st JULY.	[183, 232, 305, 259]
section-heading: AUCTIONS.	[11, 44, 162, 55]
